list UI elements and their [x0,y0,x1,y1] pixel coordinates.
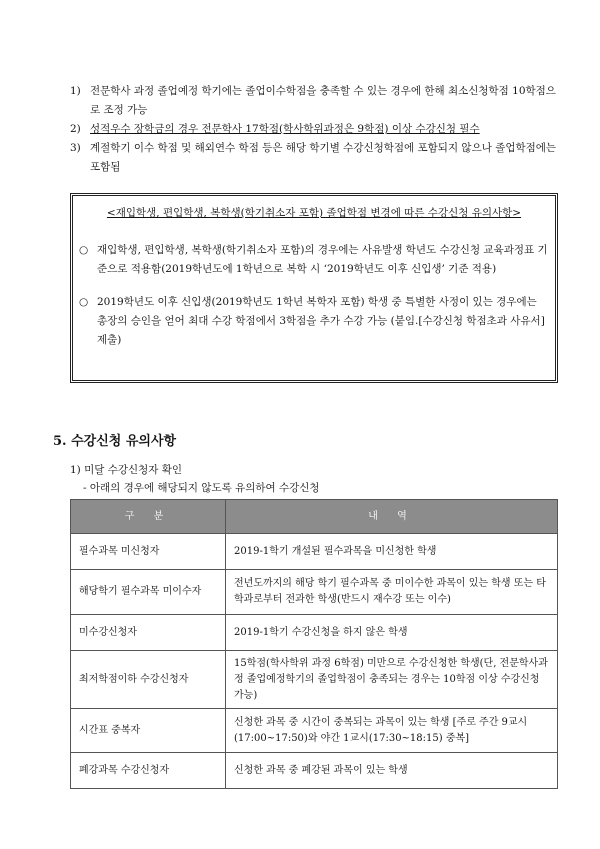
table-header-detail: 내 역 [226,500,558,534]
note-item [70,120,560,139]
table-cell-detail: 2019-1학기 개설된 필수과목을 미신청한 학생 [226,534,558,570]
table-header-row [71,500,558,534]
table-cell-category: 최저학점이하 수강신청자 [71,651,226,709]
table-row [71,651,558,709]
table-cell-detail: 15학점(학사학위 과정 6학점) 미만으로 수강신청한 학생(단, 전문학사과정 졸업예정학기의 졸업학점이 충족되는 경우는 10학점 이상 수강신청 가능) [226,651,558,709]
note-number: 1) [70,85,81,97]
circle-bullet-icon: ○ [79,296,89,308]
notice-box-title: <재입학생, 편입학생, 복학생(학기취소자 포함) 졸업학점 변경에 따른 수강신청 유의사항> [106,207,522,219]
note-text: 계절학기 이수 학점 및 해외연수 학점 등은 해당 학기별 수강신청학점에 포함되지 않으나 졸업학점에는 포함됨 [90,142,557,173]
table-row [71,615,558,651]
notice-bullet [79,293,549,350]
note-text-underlined: 성적우수 장학금의 경우 전문학사 17학점(학사학위과정은 9학점) 이상 수강신청 필수 [90,123,480,135]
section-title: 5. 수강신청 유의사항 [53,434,177,449]
notice-bullet-text: 2019학년도 이후 신입생(2019학년도 1학년 복학자 포함) 학생 중 특별한 사정이 있는 경우에는 총장의 승인을 얻어 최대 수강 학점에서 3학점을 추가 수강 가능 (붙임.[수강신청 학점초과 사유서] 제출) [97,296,545,346]
table-cell-category: 필수과목 미신청자 [71,534,226,570]
table-cell-category: 시간표 중복자 [71,709,226,753]
under-registration-table [70,499,558,789]
table-cell-category: 폐강과목 수강신청자 [71,753,226,789]
table-cell-detail: 전년도까지의 해당 학기 필수과목 중 미이수한 과목이 있는 학생 또는 타 학과로부터 전과한 학생(반드시 재수강 또는 이수) [226,570,558,615]
table-row [71,570,558,615]
table-header-category: 구 분 [71,500,226,534]
notice-box [70,193,558,383]
note-number: 2) [70,123,81,135]
note-number: 3) [70,142,81,154]
notice-bullet-text: 재입학생, 편입학생, 복학생(학기취소자 포함)의 경우에는 사유발생 학년도 수강신청 교육과정표 기준으로 적용함(2019학년도에 1학년으로 복학 시 ‘2019학년도 이후 신입생’ 기준 적용) [97,244,548,275]
table-cell-category: 해당학기 필수과목 미이수자 [71,570,226,615]
note-item [70,82,560,120]
table-row [71,753,558,789]
circle-bullet-icon: ○ [79,244,89,256]
note-text: 전문학사 과정 졸업예정 학기에는 졸업이수학점을 충족할 수 있는 경우에 한해 최소신청학점 10학점으로 조정 가능 [90,85,556,116]
subsection-heading: 1) 미달 수강신청자 확인 [70,464,183,476]
table-cell-detail: 신청한 과목 중 시간이 중복되는 과목이 있는 학생 [주로 주간 9교시(17:00~17:50)와 야간 1교시(17:30~18:15) 중복] [226,709,558,753]
table-row [71,534,558,570]
note-item [70,139,560,177]
table-cell-category: 미수강신청자 [71,615,226,651]
notes-list [70,82,560,177]
table-cell-detail: 2019-1학기 수강신청을 하지 않은 학생 [226,615,558,651]
notice-bullet [79,241,549,279]
table-row [71,709,558,753]
table-cell-detail: 신청한 과목 중 폐강된 과목이 있는 학생 [226,753,558,789]
subsection-note: - 아래의 경우에 해당되지 않도록 유의하여 수강신청 [83,482,320,494]
